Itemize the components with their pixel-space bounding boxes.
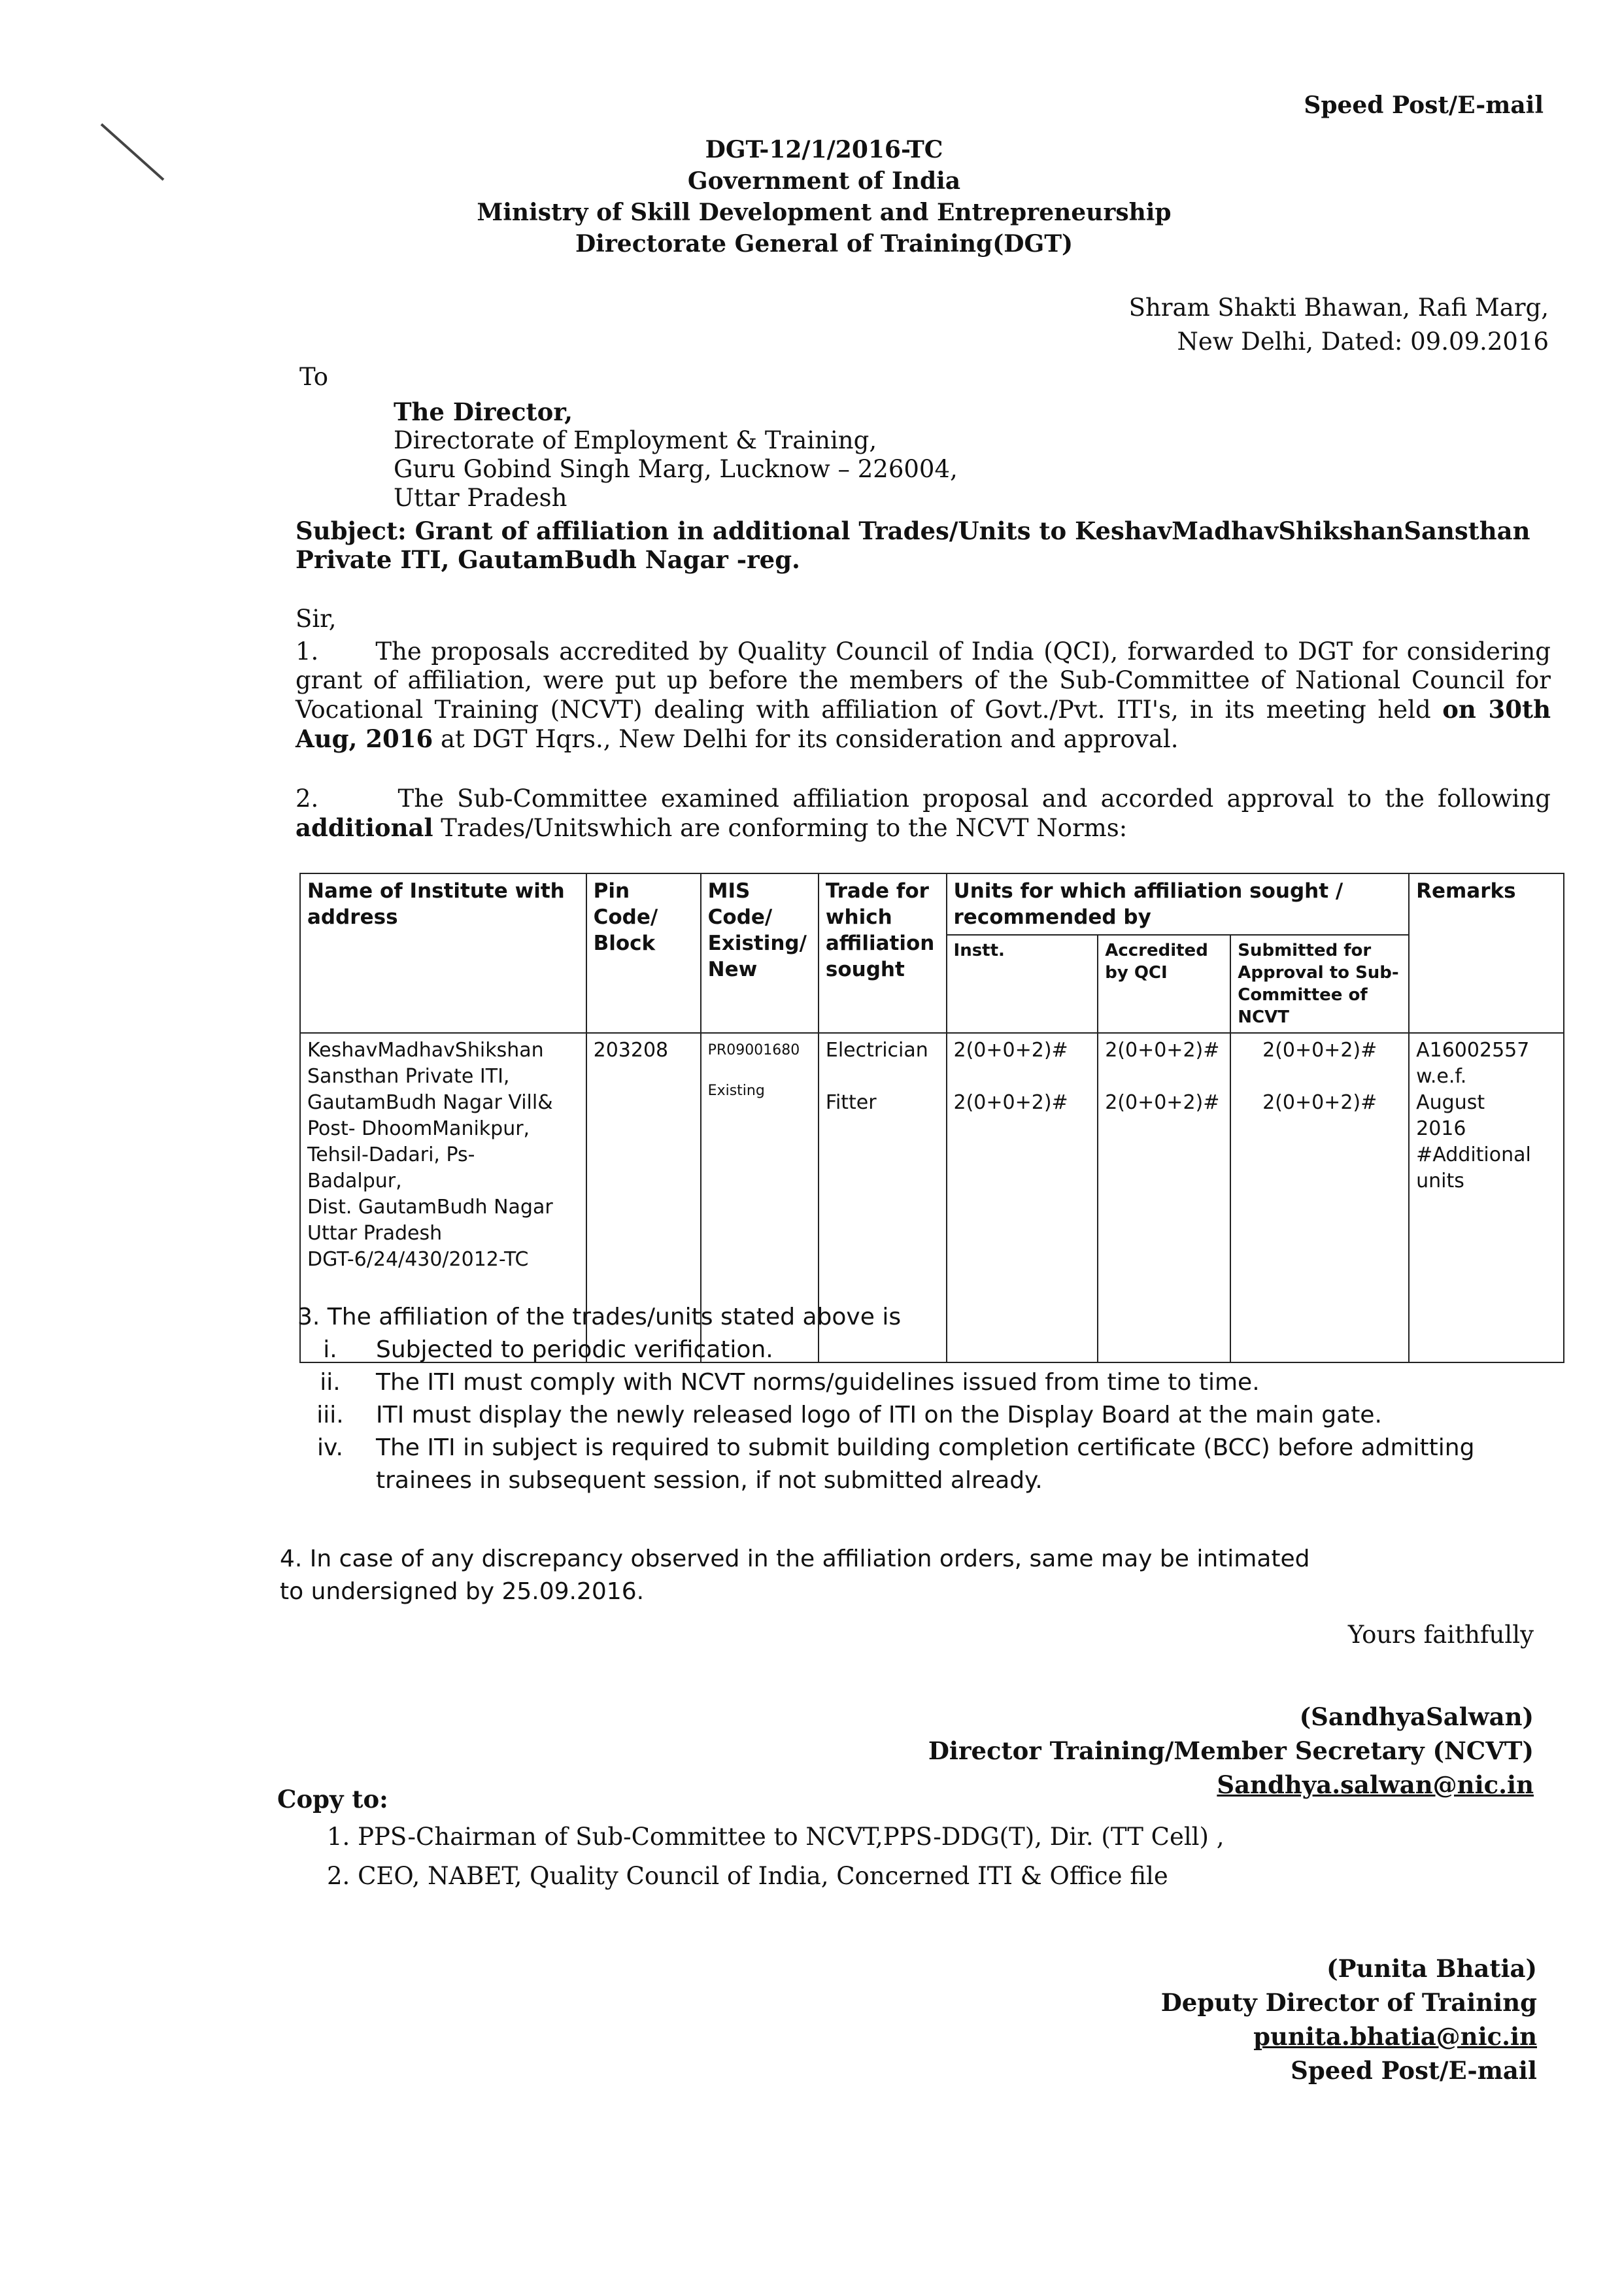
recipient-title: The Director, xyxy=(394,397,573,426)
remarks-line: w.e.f. xyxy=(1416,1065,1467,1088)
mis-status: Existing xyxy=(707,1083,765,1099)
recipient-line2: Guru Gobind Singh Marg, Lucknow – 226004, xyxy=(394,455,958,483)
to-label: To xyxy=(299,363,329,391)
units-value: 2(0+0+2)# xyxy=(1105,1039,1220,1062)
address-line: Post- DhoomManikpur, xyxy=(307,1117,530,1140)
recipient-address xyxy=(394,397,958,513)
recipient-line3: Uttar Pradesh xyxy=(394,484,567,512)
address-line: Tehsil-Dadari, Ps- xyxy=(307,1143,475,1166)
recipient-line1: Directorate of Employment & Training, xyxy=(394,426,877,454)
signatory-1-name: (SandhyaSalwan) xyxy=(1299,1702,1534,1731)
signatory-1-designation: Director Training/Member Secretary (NCVT) xyxy=(928,1736,1534,1765)
paragraph-1-number: 1. xyxy=(296,637,319,666)
paragraph-1-text: The proposals accredited by Quality Council of India (QCI), forwarded to DGT for considering grant of affiliation, were put up before the members of the Sub-Committee of National Council for Vocational Training (NCVT) dealing with affiliation of Govt./Pvt. ITI's, in its meeting held xyxy=(296,637,1551,724)
address-line: DGT-6/24/430/2012-TC xyxy=(307,1248,529,1271)
header-mis: MIS Code/ Existing/ New xyxy=(701,873,819,1033)
paragraph-2-text: The Sub-Committee examined affiliation proposal and accorded approval to the following xyxy=(397,785,1551,813)
closing: Yours faithfully xyxy=(1347,1621,1534,1649)
paragraph-2-bold: additional xyxy=(296,813,433,842)
remarks-line: units xyxy=(1416,1170,1464,1192)
signature-block-2 xyxy=(1161,1951,1537,2087)
signatory-2-name: (Punita Bhatia) xyxy=(1326,1954,1537,1983)
mis-code: PR09001680 xyxy=(707,1042,800,1058)
salutation: Sir, xyxy=(296,605,337,633)
cell-pin: 203208 xyxy=(586,1033,701,1362)
paragraph-2 xyxy=(296,785,1551,843)
dispatch-mode-top: Speed Post/E-mail xyxy=(1304,92,1544,119)
paragraph-4: 4. In case of any discrepancy observed in the affiliation orders, same may be intimated to undersigned by 25.09.2016. xyxy=(280,1545,1310,1605)
subject-line2: Private ITI, GautamBudh Nagar -reg. xyxy=(296,545,800,574)
condition-item xyxy=(297,1432,1540,1497)
remarks-line: August xyxy=(1416,1091,1485,1114)
trade-name: Electrician xyxy=(825,1039,928,1062)
conditions-list xyxy=(297,1301,1540,1497)
condition-number: iv. xyxy=(317,1434,343,1461)
address-line: Uttar Pradesh xyxy=(307,1222,443,1245)
condition-item xyxy=(297,1399,1540,1432)
header-instt: Instt. xyxy=(947,935,1098,1033)
header-remarks: Remarks xyxy=(1409,873,1564,1033)
subject-line1: Subject: Grant of affiliation in additional Trades/Units to KeshavMadhavShikshanSansthan xyxy=(296,516,1530,545)
header-ncvt: Submitted for Approval to Sub-Committee of NCVT xyxy=(1230,935,1409,1033)
header-institute: Name of Institute with address xyxy=(300,873,586,1033)
units-value: 2(0+0+2)# xyxy=(1105,1091,1220,1114)
paragraph-2-tail: Trades/Unitswhich are conforming to the NCVT Norms: xyxy=(441,814,1128,842)
sender-address xyxy=(1129,291,1549,359)
remarks-line: #Additional xyxy=(1416,1143,1531,1166)
remarks-line: A16002557 xyxy=(1416,1039,1530,1062)
paragraph-1 xyxy=(296,637,1551,754)
condition-text: Subjected to periodic verification. xyxy=(376,1336,773,1363)
paragraph-1-tail: at DGT Hqrs., New Delhi for its consideration and approval. xyxy=(441,725,1179,753)
signatory-1-email: Sandhya.salwan@nic.in xyxy=(1217,1770,1534,1799)
condition-text: ITI must display the newly released logo of ITI on the Display Board at the main gate. xyxy=(376,1402,1382,1428)
signatory-2-designation: Deputy Director of Training xyxy=(1160,1988,1537,2017)
ministry-name: Ministry of Skill Development and Entrepreneurship xyxy=(477,199,1172,226)
header-trade: Trade for which affiliation sought xyxy=(819,873,947,1033)
signatory-2-email: punita.bhatia@nic.in xyxy=(1253,2022,1537,2051)
affiliation-table xyxy=(299,873,1564,1363)
sender-address-line1: Shram Shakti Bhawan, Rafi Marg, xyxy=(1128,294,1549,322)
condition-text: The ITI in subject is required to submit building completion certificate (BCC) before admitting trainees in subsequent session, if not submitted already. xyxy=(376,1434,1475,1494)
header-units: Units for which affiliation sought / recommended by xyxy=(947,873,1410,935)
units-value: 2(0+0+2)# xyxy=(953,1039,1068,1062)
units-value: 2(0+0+2)# xyxy=(953,1091,1068,1114)
units-value: 2(0+0+2)# xyxy=(1262,1091,1377,1114)
address-line: KeshavMadhavShikshan xyxy=(307,1039,544,1062)
header-qci: Accredited by QCI xyxy=(1098,935,1230,1033)
copy-to-list xyxy=(327,1817,1224,1896)
address-line: Sansthan Private ITI, xyxy=(307,1065,510,1088)
copy-to-label: Copy to: xyxy=(277,1785,388,1814)
sender-address-date: New Delhi, Dated: 09.09.2016 xyxy=(1177,328,1549,356)
paragraph-2-number: 2. xyxy=(296,785,319,813)
condition-number: iii. xyxy=(316,1402,344,1428)
signature-block-1 xyxy=(928,1700,1534,1802)
table-header-row xyxy=(300,873,1564,935)
units-value: 2(0+0+2)# xyxy=(1262,1039,1377,1062)
condition-text: The ITI must comply with NCVT norms/guidelines issued from time to time. xyxy=(376,1369,1260,1396)
condition-number: ii. xyxy=(320,1369,341,1396)
header-pin: Pin Code/ Block xyxy=(586,873,701,1033)
remarks-line: 2016 xyxy=(1416,1117,1466,1140)
dispatch-mode-bottom: Speed Post/E-mail xyxy=(1291,2056,1537,2085)
condition-number: i. xyxy=(323,1336,337,1363)
trade-name: Fitter xyxy=(825,1091,877,1114)
conditions-intro: 3. The affiliation of the trades/units stated above is xyxy=(297,1304,902,1330)
government-name: Government of India xyxy=(687,167,961,195)
copy-to-item: 2. CEO, NABET, Quality Council of India, Concerned ITI & Office file xyxy=(327,1862,1168,1890)
directorate-name: Directorate General of Training(DGT) xyxy=(575,230,1073,258)
subject-line xyxy=(296,516,1551,574)
meeting-date: on 30th Aug, 2016 xyxy=(296,695,1551,753)
condition-item xyxy=(297,1366,1540,1399)
address-line: Badalpur, xyxy=(307,1170,402,1192)
condition-item xyxy=(297,1334,1540,1366)
copy-to-item: 1. PPS-Chairman of Sub-Committee to NCVT,PPS-DDG(T), Dir. (TT Cell) , xyxy=(327,1823,1225,1851)
file-number: DGT-12/1/2016-TC xyxy=(705,136,943,163)
address-line: GautamBudh Nagar Vill& xyxy=(307,1091,553,1114)
address-line: Dist. GautamBudh Nagar xyxy=(307,1196,553,1219)
letter-header xyxy=(0,134,1622,260)
